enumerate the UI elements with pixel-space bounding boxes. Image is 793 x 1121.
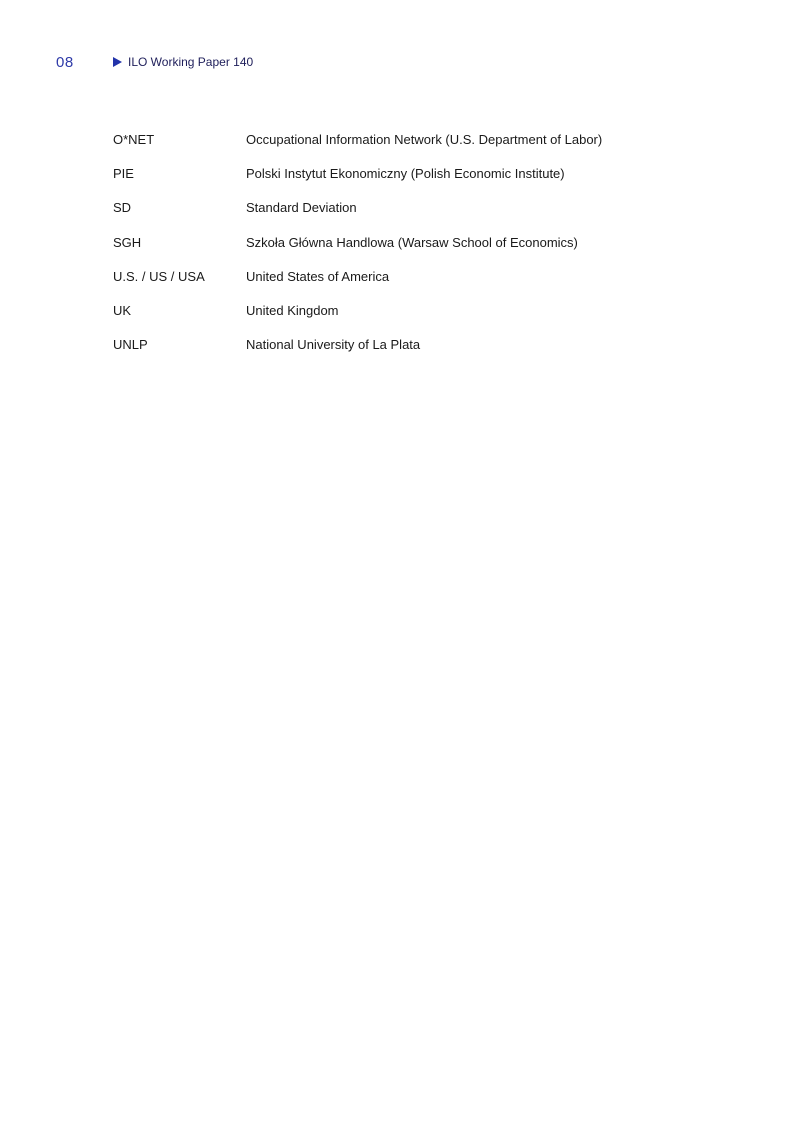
- abbreviation-term: O*NET: [113, 132, 155, 147]
- abbreviation-list: [113, 131, 733, 370]
- abbreviation-definition: United Kingdom: [246, 302, 339, 318]
- abbreviation-row: [113, 336, 733, 370]
- abbreviation-term: SD: [113, 200, 132, 216]
- abbreviation-definition: National University of La Plata: [246, 337, 421, 353]
- abbreviation-term: SGH: [113, 234, 142, 250]
- abbreviation-definition: Polski Instytut Ekonomiczny (Polish Economic Institute): [246, 166, 565, 182]
- abbreviation-row: [113, 199, 733, 233]
- abbreviation-row: [113, 268, 733, 302]
- abbreviation-term: UNLP: [113, 337, 148, 353]
- abbreviation-term: U.S. / US / USA: [113, 268, 205, 284]
- abbreviation-term: PIE: [113, 166, 134, 182]
- abbreviation-definition: Standard Deviation: [246, 200, 357, 216]
- triangle-icon: [113, 57, 122, 67]
- abbreviation-row: [113, 165, 733, 199]
- abbreviation-row: [113, 234, 733, 268]
- abbreviation-row: [113, 302, 733, 336]
- page-number: 08: [56, 54, 74, 71]
- abbreviation-term: UK: [113, 302, 132, 318]
- abbreviation-row: [113, 131, 733, 165]
- running-header: [113, 55, 253, 69]
- running-header-title: ILO Working Paper 140: [128, 55, 254, 69]
- abbreviation-definition: Szkoła Główna Handlowa (Warsaw School of Economics): [246, 234, 578, 250]
- abbreviation-definition: Occupational Information Network (U.S. Department of Labor): [246, 132, 603, 147]
- abbreviation-definition: United States of America: [246, 268, 390, 284]
